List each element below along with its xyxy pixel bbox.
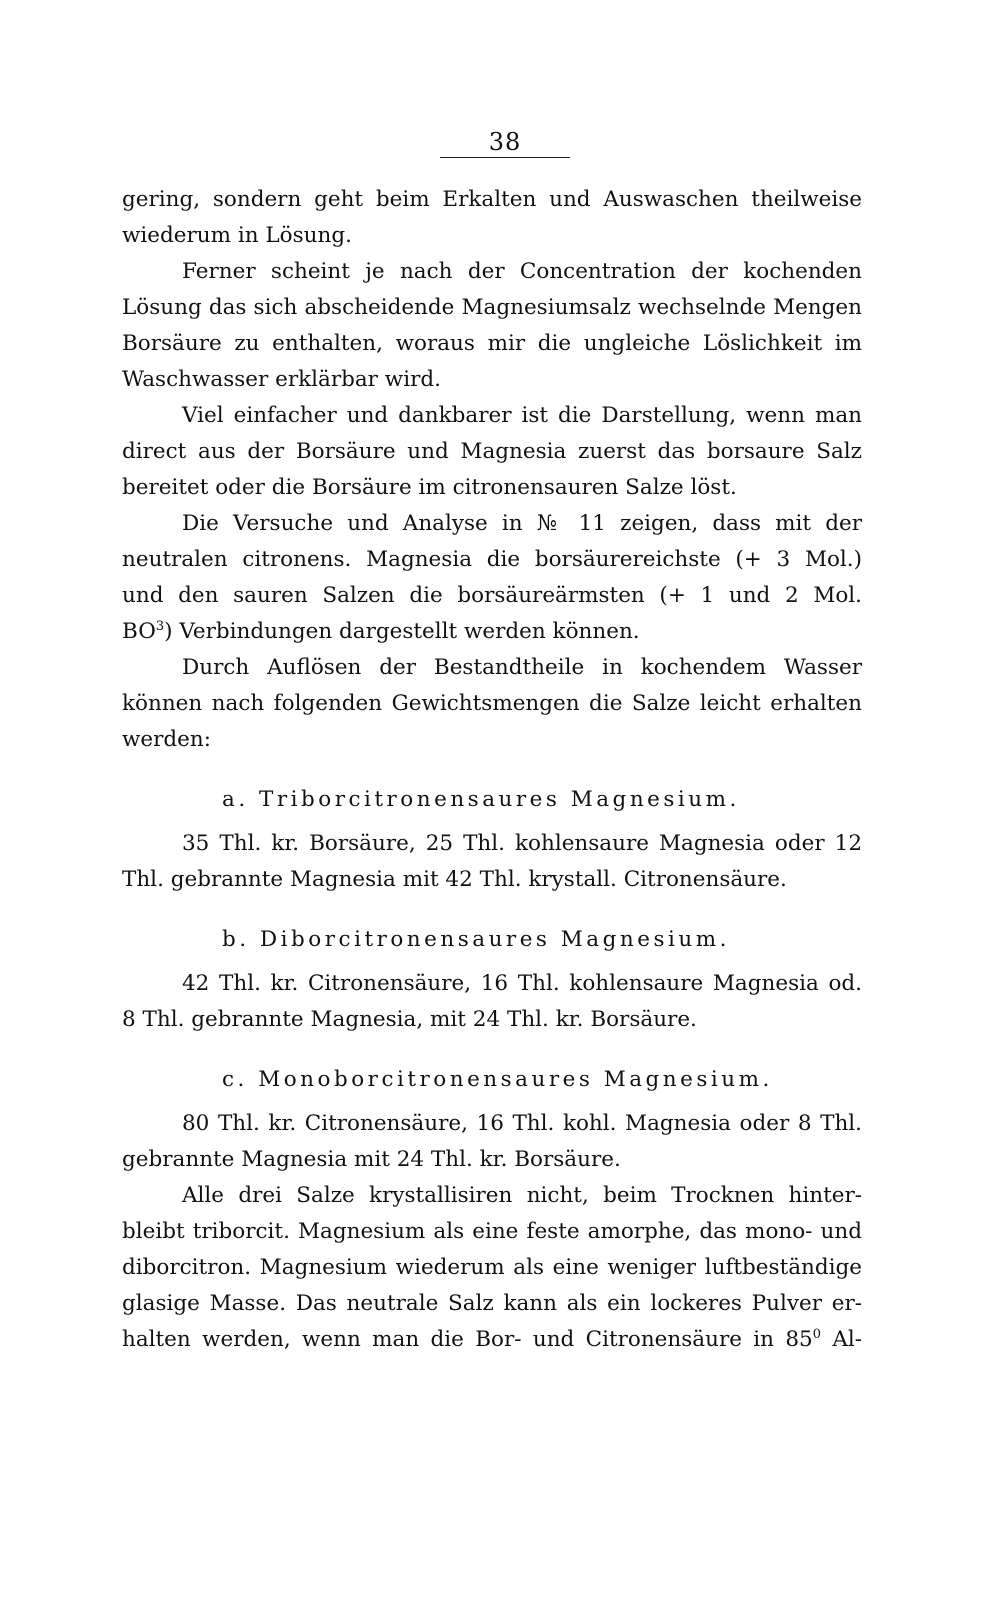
text-line: glasige Masse. Das neutrale Salz kann als ein lockeres Pulver er- <box>122 1291 862 1316</box>
text-line: Waschwasser erklärbar wird. <box>122 367 441 392</box>
text-line: direct aus der Borsäure und Magnesia zuerst das borsaure Salz <box>122 439 862 464</box>
recipe-heading-b: b. Diborcitronensaures Magnesium. <box>222 927 730 952</box>
text-line: 8 Thl. gebrannte Magnesia, mit 24 Thl. kr. Borsäure. <box>122 1007 697 1032</box>
text-line: halten werden, wenn man die Bor- und Citronensäure in $85^0$ Al- <box>122 1326 862 1352</box>
text-line: 80 Thl. kr. Citronensäure, 16 Thl. kohl. Magnesia oder 8 Thl. <box>182 1111 862 1136</box>
text-line: Ferner scheint je nach der Concentration der kochenden <box>182 259 862 284</box>
text-line: gebrannte Magnesia mit 24 Thl. kr. Borsäure. <box>122 1147 621 1172</box>
recipe-heading-a: a. Triborcitronensaures Magnesium. <box>222 787 740 812</box>
recipe-heading-c: c. Monoborcitronensaures Magnesium. <box>222 1067 773 1092</box>
text-line: Alle drei Salze krystallisiren nicht, beim Trocknen hinter- <box>182 1183 862 1208</box>
text-line: 35 Thl. kr. Borsäure, 25 Thl. kohlensaure Magnesia oder 12 <box>182 831 862 856</box>
body-text <box>122 182 862 1358</box>
text-line: Lösung das sich abscheidende Magnesiumsalz wechselnde Mengen <box>122 295 862 320</box>
text-line: werden: <box>122 727 211 752</box>
text-line: Viel einfacher und dankbarer ist die Darstellung, wenn man <box>182 403 862 428</box>
text-line: diborcitron. Magnesium wiederum als eine weniger luftbeständige <box>122 1255 862 1280</box>
header-rule <box>440 157 570 158</box>
text-line: Thl. gebrannte Magnesia mit 42 Thl. krystall. Citronensäure. <box>122 867 787 892</box>
text-line: 42 Thl. kr. Citronensäure, 16 Thl. kohlensaure Magnesia od. <box>182 971 862 996</box>
text-line: und den sauren Salzen die borsäureärmsten (+ 1 und 2 Mol. <box>122 583 862 608</box>
text-line: Durch Auflösen der Bestandtheile in kochendem Wasser <box>182 655 862 680</box>
text-line: Borsäure zu enthalten, woraus mir die ungleiche Löslichkeit im <box>122 331 862 356</box>
text-line: $BO^3$) Verbindungen dargestellt werden können. <box>122 618 640 644</box>
text-line: neutralen citronens. Magnesia die borsäurereichste (+ 3 Mol.) <box>122 547 862 572</box>
text-line: wiederum in Lösung. <box>122 223 352 248</box>
degree-superscript: 0 <box>812 1326 821 1342</box>
text-line: bereitet oder die Borsäure im citronensauren Salze löst. <box>122 475 737 500</box>
text-line: bleibt triborcit. Magnesium als eine feste amorphe, das mono- und <box>122 1219 862 1244</box>
page-number: 38 <box>488 128 522 156</box>
bo3-formula: $BO^3$) <box>122 618 173 644</box>
text-line: gering, sondern geht beim Erkalten und Auswaschen theilweise <box>122 187 862 212</box>
text-line: Die Versuche und Analyse in № 11 zeigen, dass mit der <box>182 511 862 536</box>
text-line: können nach folgenden Gewichtsmengen die Salze leicht erhalten <box>122 691 862 716</box>
